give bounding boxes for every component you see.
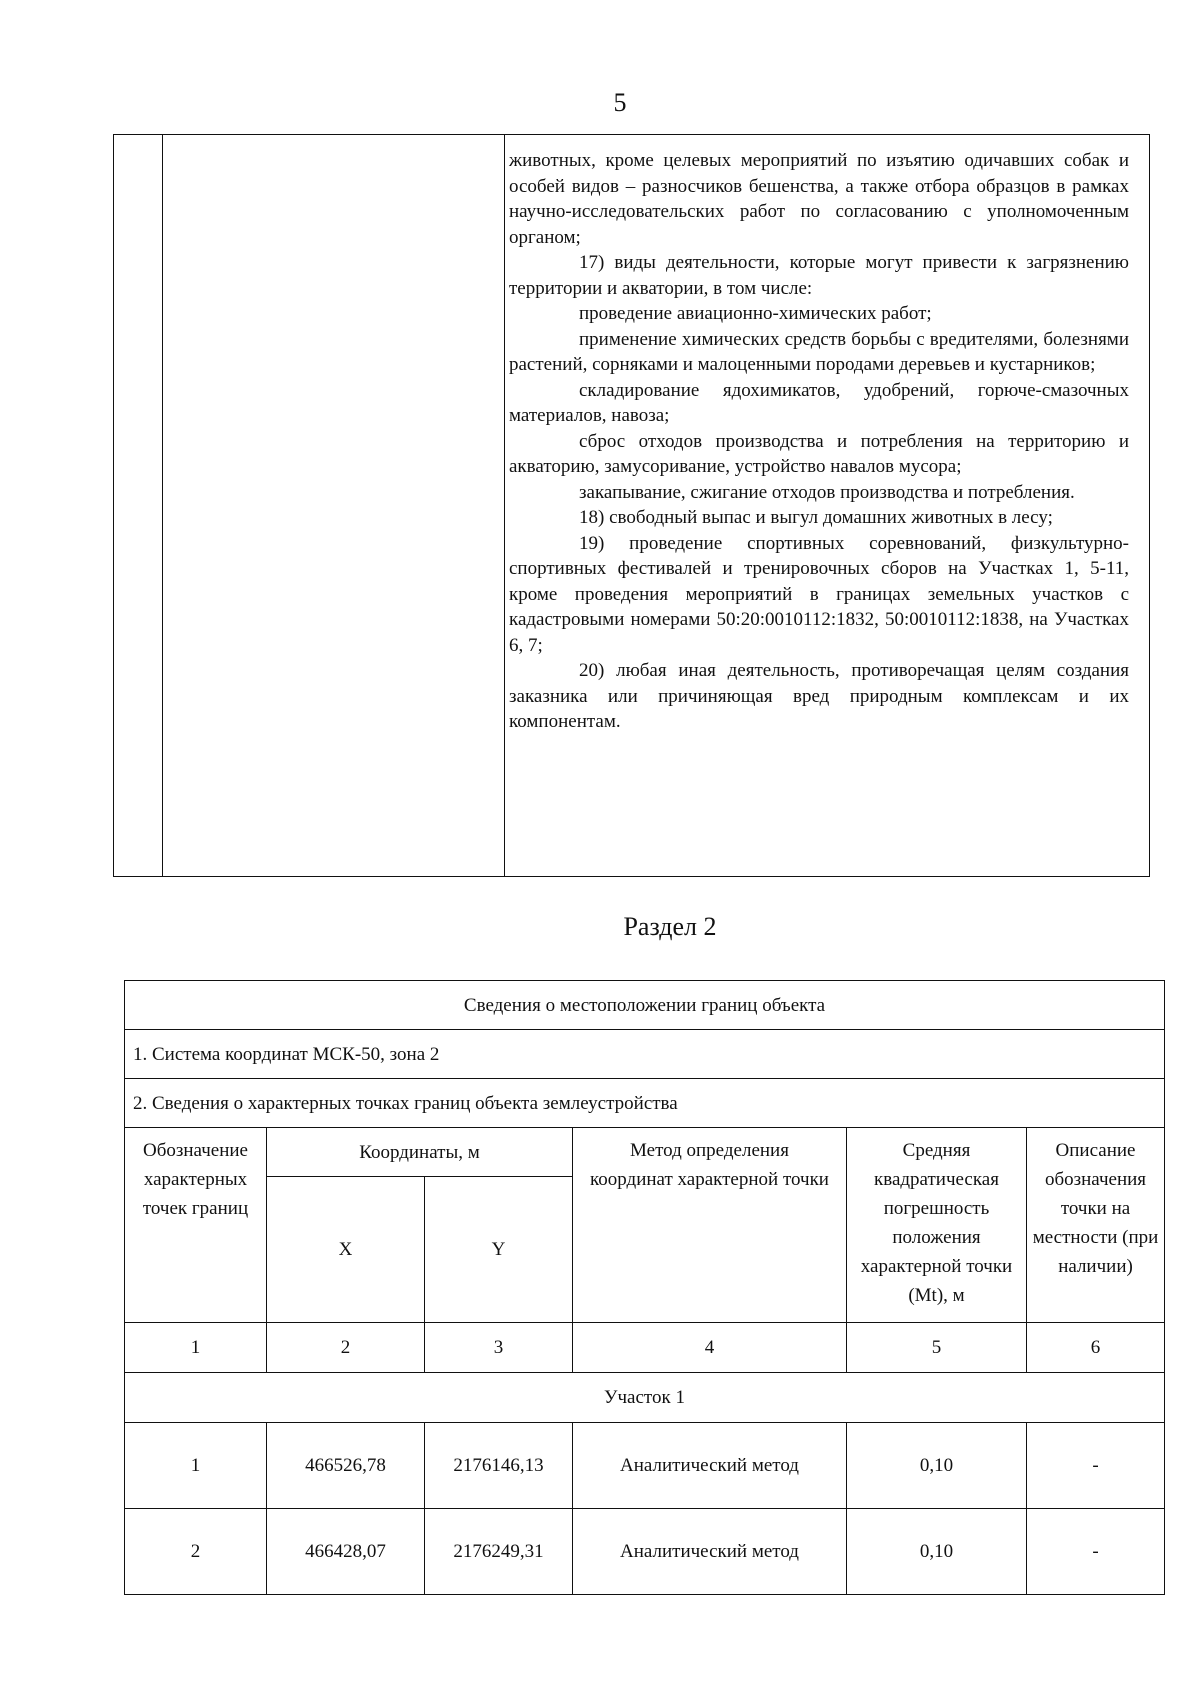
header-method: Метод определения координат характерной точки — [573, 1128, 847, 1323]
table-column-divider — [162, 135, 163, 876]
restriction-paragraph: применение химических средств борьбы с вредителями, болезнями растений, сорняками и малоценными породами деревьев и кустарников; — [509, 328, 1129, 375]
points-section-title: 2. Сведения о характерных точках границ объекта землеустройства — [125, 1079, 1165, 1128]
restriction-paragraph: животных, кроме целевых мероприятий по изъятию одичавших собак и особей видов – разносчиков бешенства, а также отбора образцов в рамках научно-исследовательских работ по согласованию с уполномоченным органом; — [509, 150, 1129, 248]
header-x: X — [267, 1177, 425, 1323]
table-title: Сведения о местоположении границ объекта — [125, 981, 1165, 1030]
restriction-paragraph: 17) виды деятельности, которые могут привести к загрязнению территории и акватории, в том числе: — [509, 252, 1129, 299]
restriction-paragraph: 20) любая иная деятельность, противоречащая целям создания заказника или причиняющая вред природным комплексам и их компонентам. — [509, 660, 1129, 732]
table-row — [125, 1509, 1165, 1595]
point-error: 0,10 — [847, 1423, 1027, 1509]
restriction-paragraph: сброс отходов производства и потребления на территорию и акваторию, замусоривание, устройство навалов мусора; — [509, 430, 1129, 477]
header-y: Y — [425, 1177, 573, 1323]
page-number: 5 — [613, 88, 627, 117]
column-number: 5 — [847, 1323, 1027, 1373]
column-number: 3 — [425, 1323, 573, 1373]
restriction-paragraph: закапывание, сжигание отходов производства и потребления. — [579, 481, 1075, 503]
point-description: - — [1027, 1509, 1165, 1595]
coordinate-system: 1. Система координат МСК-50, зона 2 — [125, 1030, 1165, 1079]
restriction-paragraph: складирование ядохимикатов, удобрений, горюче-смазочных материалов, навоза; — [509, 379, 1129, 426]
column-number: 4 — [573, 1323, 847, 1373]
coordinate-y: 2176146,13 — [425, 1423, 573, 1509]
table-column-divider — [504, 135, 505, 876]
plot-label: Участок 1 — [125, 1373, 1165, 1423]
restriction-paragraph: 19) проведение спортивных соревнований, физкультурно-спортивных фестивалей и тренировочных сборов на Участках 1, 5-11, кроме проведения мероприятий в границах земельных участков с кадастровыми номерами 50:20:0010112:1832, 50:0010112:1838, на Участках 6, 7; — [509, 532, 1129, 656]
point-number: 2 — [125, 1509, 267, 1595]
restrictions-text — [509, 148, 1129, 735]
table-row — [125, 1423, 1165, 1509]
column-number: 1 — [125, 1323, 267, 1373]
point-error: 0,10 — [847, 1509, 1027, 1595]
point-method: Аналитический метод — [573, 1509, 847, 1595]
coordinate-x: 466526,78 — [267, 1423, 425, 1509]
header-error: Средняя квадратическая погрешность положения характерной точки (Mt), м — [847, 1128, 1027, 1323]
section-title: Раздел 2 — [623, 912, 717, 941]
header-designation: Обозначение характерных точек границ — [125, 1128, 267, 1323]
column-number: 6 — [1027, 1323, 1165, 1373]
coordinates-table — [124, 980, 1165, 1595]
coordinate-x: 466428,07 — [267, 1509, 425, 1595]
point-method: Аналитический метод — [573, 1423, 847, 1509]
header-description: Описание обозначения точки на местности (при наличии) — [1027, 1128, 1165, 1323]
point-number: 1 — [125, 1423, 267, 1509]
restrictions-table — [113, 134, 1150, 877]
point-description: - — [1027, 1423, 1165, 1509]
column-number: 2 — [267, 1323, 425, 1373]
coordinate-y: 2176249,31 — [425, 1509, 573, 1595]
restriction-paragraph: 18) свободный выпас и выгул домашних животных в лесу; — [579, 507, 1053, 528]
restriction-paragraph: проведение авиационно-химических работ; — [579, 303, 932, 324]
header-coordinates: Координаты, м — [267, 1128, 573, 1177]
